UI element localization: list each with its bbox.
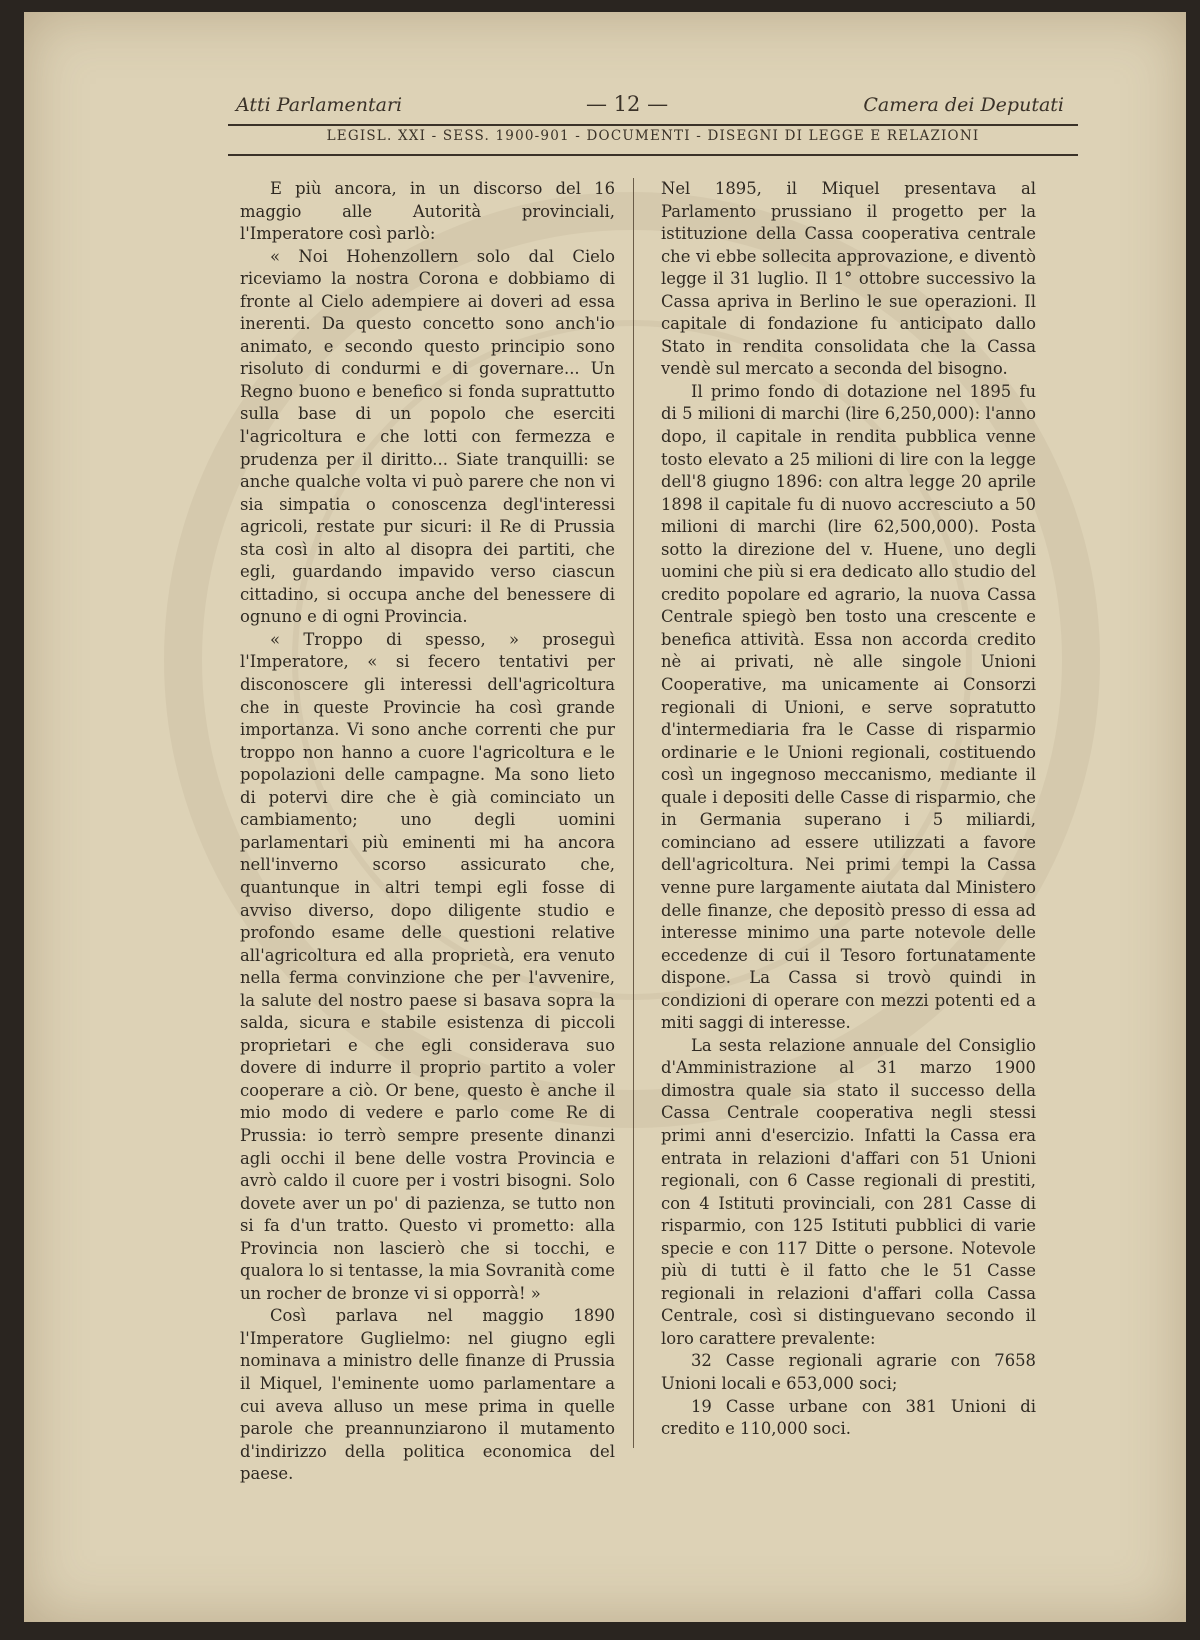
header-rule [228, 124, 1078, 126]
page-number: — 12 — [586, 92, 669, 116]
paragraph: Il primo fondo di dotazione nel 1895 fu di 5 milioni di marchi (lire 6,250,000): l'anno dopo, il capitale in rendita pubblica venne tosto elevato a 25 milioni di lire con la legge dell'8 giugno 1896: con altra legge 20 aprile 1898 il capitale fu di nuovo accresciuto a 50 milioni di marchi (lire 62,500,000). Posta sotto la direzione del v. Huene, uno degli uomini che più si era dedicato allo studio del credito popolare ed agrario, la nuova Cassa Centrale spiegò ben tosto una crescente e benefica attività. Essa non accorda credito nè ai privati, nè alle singole Unioni Cooperative, ma unicamente ai Consorzi regionali di Unioni, e serve sopratutto d'intermediaria fra le Casse di risparmio ordinarie e le Unioni regionali, costituendo così un ingegnoso meccanismo, mediante il quale i depositi delle Casse di risparmio, che in Germania superano i 5 miliardi, cominciano ad essere utilizzati a favore dell'agricoltura. Nei primi tempi la Cassa venne pure largamente aiutata dal Ministero delle finanze, che depositò presso di essa ad interesse minimo una parte notevole delle eccedenze di cui il Tesoro fortunatamente dispone. La Cassa si trovò quindi in condizioni di operare con mezzi potenti ed a miti saggi di interesse. [661, 381, 1036, 1033]
subheader-rule [228, 154, 1078, 156]
header-right: Camera dei Deputati [863, 94, 1064, 116]
header-left: Atti Parlamentari [236, 94, 403, 116]
paragraph: Nel 1895, il Miquel presentava al Parlamento prussiano il progetto per la istituzione della Cassa cooperativa centrale che vi ebbe sollecita approvazione, e diventò legge il 31 luglio. Il 1° ottobre successivo la Cassa apriva in Berlino le sue operazioni. Il capitale di fondazione fu anticipato dallo Stato in rendita consolidata che la Cassa vendè sul mercato a seconda del bisogno. [661, 179, 1036, 379]
paragraph: E più ancora, in un discorso del 16 maggio alle Autorità provinciali, l'Imperatore così parlò: [240, 179, 615, 244]
paragraph: « Troppo di spesso, » proseguì l'Imperatore, « si fecero tentativi per disconoscere gli interessi dell'agricoltura che in queste Provincie ha così grande importanza. Vi sono anche correnti che pur troppo non hanno a cuore l'agricoltura e le popolazioni delle campagne. Ma sono lieto di potervi dire che è già cominciato un cambiamento; uno degli uomini parlamentari più eminenti mi ha ancora nell'inverno scorso assicurato che, quantunque in altri tempi egli fosse di avviso diverso, dopo diligente studio e profondo esame delle questioni relative all'agricoltura ed alla proprietà, era venuto nella ferma convinzione che per l'avvenire, la salute del nostro paese si basava sopra la salda, sicura e stabile esistenza di piccoli proprietari e che egli considerava suo dovere di indurre il proprio partito a voler cooperare a ciò. Or bene, questo è anche il mio modo di vedere e parlo come Re di Prussia: io terrò sempre presente dinanzi agli occhi il bene delle vostra Provincia e avrò caldo il cuore per i vostri bisogni. Solo dovete aver un po' di pazienza, se tutto non si fa d'un tratto. Questo vi prometto: alla Provincia non lascierò che si tocchi, e qualora lo si tentasse, la mia Sovranità come un rocher de bronze vi si opporrà! » [240, 629, 615, 1303]
paragraph: La sesta relazione annuale del Consiglio d'Amministrazione al 31 marzo 1900 dimostra quale sia stato il successo della Cassa Centrale cooperativa negli stessi primi anni d'esercizio. Infatti la Cassa era entrata in relazioni d'affari con 51 Unioni regionali, con 6 Casse regionali di prestiti, con 4 Istituti provinciali, con 281 Casse di risparmio, con 125 Istituti pubblici di varie specie e con 117 Ditte o persone. Notevole più di tutti è il fatto che le 51 Casse regionali in relazioni d'affari colla Cassa Centrale, così si distinguevano secondo il loro carattere prevalente: [661, 1035, 1036, 1348]
session-subheader: LEGISL. XXI - SESS. 1900-901 - DOCUMENTI - DISEGNI DI LEGGE E RELAZIONI [326, 128, 980, 144]
right-column [661, 178, 1036, 1441]
paragraph: « Noi Hohenzollern solo dal Cielo riceviamo la nostra Corona e dobbiamo di fronte al Cielo adempiere ai doveri ad essa inerenti. Da questo concetto sono anch'io animato, e secondo questo principio sono risoluto di condurmi e di governare... Un Regno buono e benefico si fonda suprattutto sulla base di un popolo che eserciti l'agricoltura e che lotti con fermezza e prudenza per il diritto... Siate tranquilli: se anche qualche volta vi può parere che non vi sia simpatia o conoscenza degl'interessi agricoli, restate pur sicuri: il Re di Prussia sta così in alto al disopra dei partiti, che egli, guardando impavido verso ciascun cittadino, si occupa anche del benessere di ognuno e di ogni Provincia. [240, 246, 615, 627]
left-column [240, 178, 615, 1486]
list-item: 32 Casse regionali agrarie con 7658 Unioni locali e 653,000 soci; [661, 1351, 1036, 1393]
column-divider [633, 178, 634, 1448]
running-header [196, 90, 1076, 120]
paragraph: Così parlava nel maggio 1890 l'Imperatore Guglielmo: nel giugno egli nominava a ministro delle finanze di Prussia il Miquel, l'eminente uomo parlamentare a cui aveva alluso un mese prima in quelle parole che preannunziarono il mutamento d'indirizzo della politica economica del paese. [240, 1306, 615, 1484]
list-item: 19 Casse urbane con 381 Unioni di credito e 110,000 soci. [661, 1396, 1036, 1439]
